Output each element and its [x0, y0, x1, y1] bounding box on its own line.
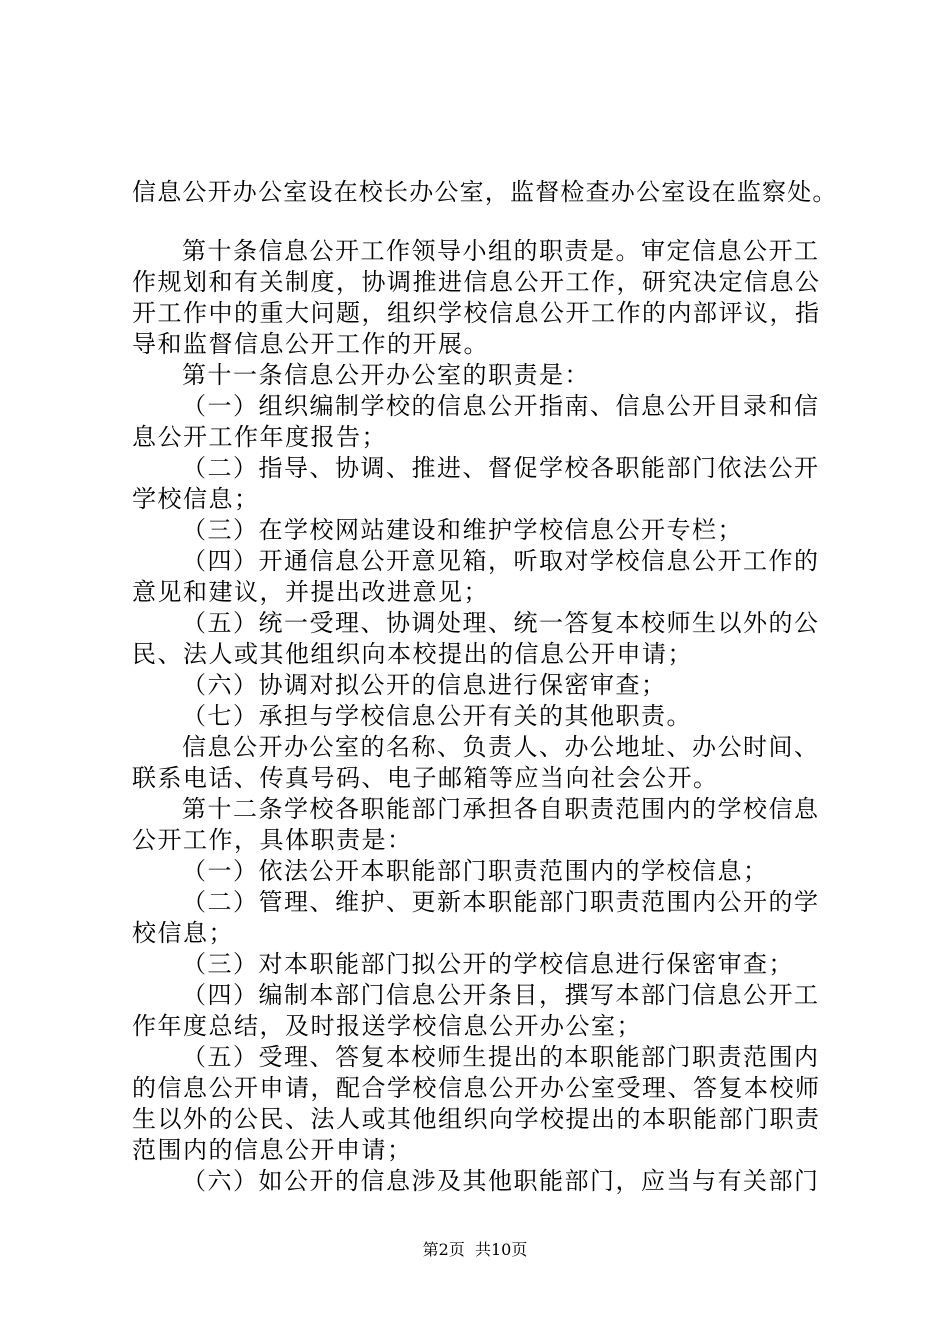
- list-item-line: （二）指导、协调、推进、督促学校各职能部门依法公开: [182, 454, 820, 482]
- paragraph-line: 信息公开办公室设在校长办公室，监督检查办公室设在监察处。: [132, 178, 838, 206]
- list-item-line: 范围内的信息公开申请；: [132, 1136, 413, 1164]
- list-item-line: （六）协调对拟公开的信息进行保密审查；: [182, 671, 667, 699]
- list-item-line: 意见和建议，并提出改进意见；: [132, 578, 489, 606]
- list-item-line: （七）承担与学校信息公开有关的其他职责。: [182, 702, 692, 730]
- paragraph-line: 联系电话、传真号码、电子邮箱等应当向社会公开。: [132, 764, 719, 792]
- paragraph-line: 导和监督信息公开工作的开展。: [132, 330, 489, 358]
- paragraph-line: 信息公开办公室的名称、负责人、办公地址、办公时间、: [182, 733, 820, 761]
- paragraph-line: 开工作中的重大问题，组织学校信息公开工作的内部评议，指: [132, 299, 821, 327]
- paragraph-line: 作规划和有关制度，协调推进信息公开工作，研究决定信息公: [132, 268, 821, 296]
- list-item-line: 息公开工作年度报告；: [132, 423, 387, 451]
- list-item-line: （四）编制本部门信息公开条目，撰写本部门信息公开工: [182, 981, 820, 1009]
- list-item-line: （三）在学校网站建设和维护学校信息公开专栏；: [182, 516, 743, 544]
- list-item-line: 学校信息；: [132, 485, 260, 513]
- paragraph-line: 第十条信息公开工作领导小组的职责是。审定信息公开工: [182, 237, 820, 265]
- list-item-line: （一）依法公开本职能部门职责范围内的学校信息；: [182, 857, 769, 885]
- list-item-line: （五）受理、答复本校师生提出的本职能部门职责范围内: [182, 1043, 820, 1071]
- list-item-line: 生以外的公民、法人或其他组织向学校提出的本职能部门职责: [132, 1105, 821, 1133]
- list-item-line: （二）管理、维护、更新本职能部门职责范围内公开的学: [182, 888, 820, 916]
- paragraph-line: 第十二条学校各职能部门承担各自职责范围内的学校信息: [182, 795, 820, 823]
- paragraph-spacer: [132, 208, 832, 236]
- paragraph-line: 第十一条信息公开办公室的职责是：: [182, 361, 590, 389]
- list-item-line: 民、法人或其他组织向本校提出的信息公开申请；: [132, 640, 693, 668]
- list-item-line: （三）对本职能部门拟公开的学校信息进行保密审查；: [182, 950, 794, 978]
- page-number-footer: 第2页 共10页: [422, 1240, 528, 1259]
- list-item-line: （四）开通信息公开意见箱，听取对学校信息公开工作的: [182, 547, 820, 575]
- list-item-line: 的信息公开申请，配合学校信息公开办公室受理、答复本校师: [132, 1074, 821, 1102]
- list-item-line: （五）统一受理、协调处理、统一答复本校师生以外的公: [182, 609, 820, 637]
- document-body: [132, 177, 838, 1197]
- list-item-line: （一）组织编制学校的信息公开指南、信息公开目录和信: [182, 392, 820, 420]
- paragraph-line: 公开工作，具体职责是：: [132, 826, 413, 854]
- list-item-line: 作年度总结，及时报送学校信息公开办公室；: [132, 1012, 642, 1040]
- list-item-line: （六）如公开的信息涉及其他职能部门，应当与有关部门: [182, 1167, 820, 1195]
- list-item-line: 校信息；: [132, 919, 234, 947]
